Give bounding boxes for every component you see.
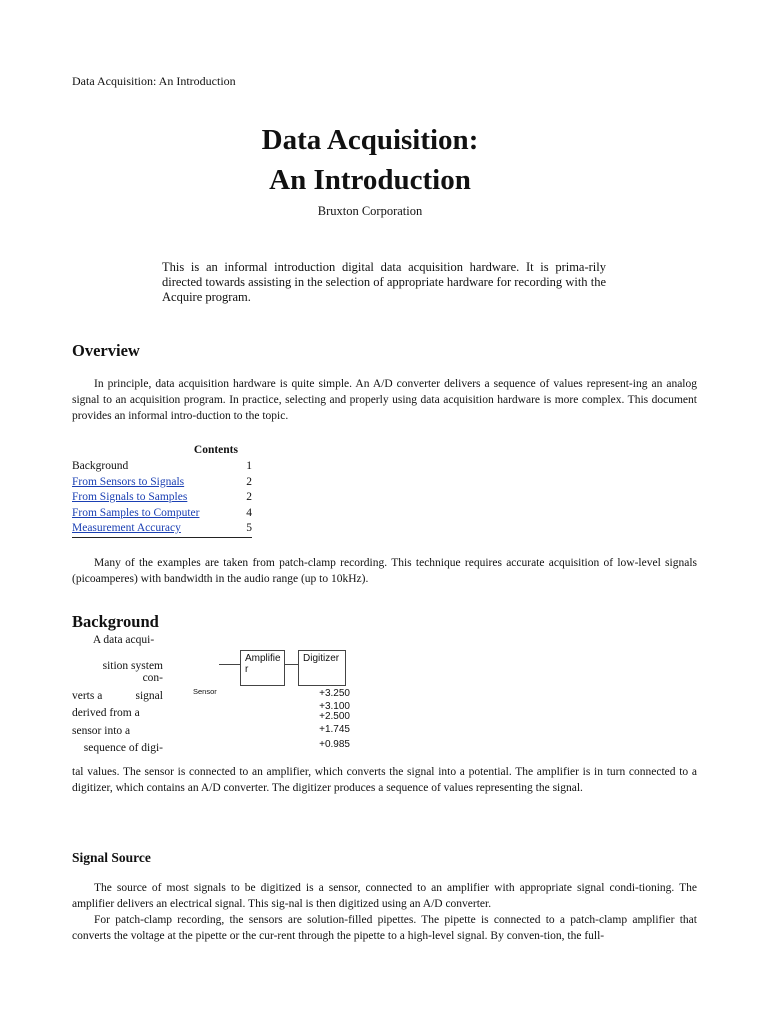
overview-paragraph-2 [72, 555, 697, 587]
toc-divider [72, 537, 252, 538]
table-of-contents [72, 459, 252, 537]
background-line: A data acqui- [92, 634, 155, 646]
background-paragraph: tal values. The sensor is connected to an amplifier, which converts the signal into a potential. The amplifier is in turn connected to a digitizer, which contains an A/D converter. The digitizer produces a sequence of values representing the signal. [72, 766, 697, 794]
signal-source-paragraph-2-text: For patch-clamp recording, the sensors are solution-filled pipettes. The pipette is connected to a patch-clamp amplifier that converts the voltage at the pipette or the cur-rent through the pipette to a high-level signal. By conven-tion, the full- [72, 914, 697, 942]
toc-link-samples-to-computer[interactable]: From Samples to Computer [72, 506, 200, 519]
document-title-line1: Data Acquisition: [261, 124, 479, 156]
toc-item-background: Background [72, 460, 129, 472]
signal-source-paragraph-2 [72, 912, 697, 944]
background-line: sensor into a [72, 724, 131, 737]
background-word: verts a [72, 689, 103, 702]
digitizer-value: +3.250 [319, 688, 350, 699]
background-line: sition system [102, 659, 163, 672]
digitizer-value: +2.500 [319, 711, 350, 722]
toc-link-signals-to-samples[interactable]: From Signals to Samples [72, 491, 188, 503]
background-line: derived from a [72, 707, 140, 719]
abstract: This is an informal introduction digital data acquisition hardware. It is prima-rily directed towards assisting in the selection of appropriate hardware for recording with the Acquire program. [162, 260, 606, 304]
overview-paragraph-2-text: Many of the examples are taken from patch-clamp recording. This technique requires accurate acquisition of low-level signals (picoamperes) with bandwidth in the audio range (up to 10kHz). [72, 557, 697, 585]
heading-background: Background [72, 612, 159, 631]
digitizer-box: Digitizer [298, 650, 346, 686]
overview-paragraph-1 [72, 376, 697, 424]
background-narrow-column [72, 632, 163, 758]
toc-page-number: 1 [246, 460, 252, 472]
digitizer-value: +0.985 [319, 739, 350, 750]
sensor-connection-line [219, 664, 240, 665]
toc-title: Contents [193, 444, 238, 456]
background-line: sequence of digi- [83, 742, 163, 754]
overview-paragraph-1-text: In principle, data acquisition hardware is quite simple. An A/D converter delivers a sequence of values represent-ing an analog signal to an acquisition program. In practice, selecting and properly using data acquisition hardware is more complex. This document provides an informal intro-duction to the topic. [72, 378, 697, 422]
digitizer-value: +1.745 [319, 724, 350, 735]
toc-link-sensors-to-signals[interactable]: From Sensors to Signals [72, 475, 185, 488]
toc-page-number: 5 [246, 522, 252, 534]
background-word: signal [135, 689, 163, 702]
heading-overview: Overview [72, 341, 140, 360]
author-name: Bruxton Corporation [317, 204, 423, 218]
document-title-line2: An Introduction [269, 164, 471, 196]
background-line [72, 688, 163, 706]
toc-row-background [72, 459, 252, 475]
amplifier-box: Amplifie r [240, 650, 285, 686]
toc-page-number: 2 [246, 475, 252, 488]
toc-page-number: 4 [246, 506, 252, 519]
heading-signal-source: Signal Source [72, 850, 151, 865]
running-header: Data Acquisition: An Introduction [72, 74, 236, 88]
toc-link-measurement-accuracy[interactable]: Measurement Accuracy [72, 522, 181, 534]
amplifier-digitizer-connection-line [285, 664, 298, 665]
toc-page-number: 2 [246, 491, 252, 503]
toc-row-measurement-accuracy [72, 521, 252, 537]
sensor-label: Sensor [193, 687, 217, 696]
signal-source-paragraph-1-text: The source of most signals to be digitized is a sensor, connected to an amplifier with appropriate signal condi-tioning. The amplifier delivers an electrical signal. This sig-nal is then digitized using an A/D converter. [72, 882, 697, 910]
toc-row-samples-to-computer [72, 506, 252, 522]
signal-source-paragraph-1 [72, 880, 697, 912]
toc-row-signals-to-samples [72, 490, 252, 506]
background-line: con- [142, 672, 163, 684]
digitizer-value: +3.100 [319, 701, 350, 712]
toc-row-sensors-to-signals [72, 475, 252, 491]
